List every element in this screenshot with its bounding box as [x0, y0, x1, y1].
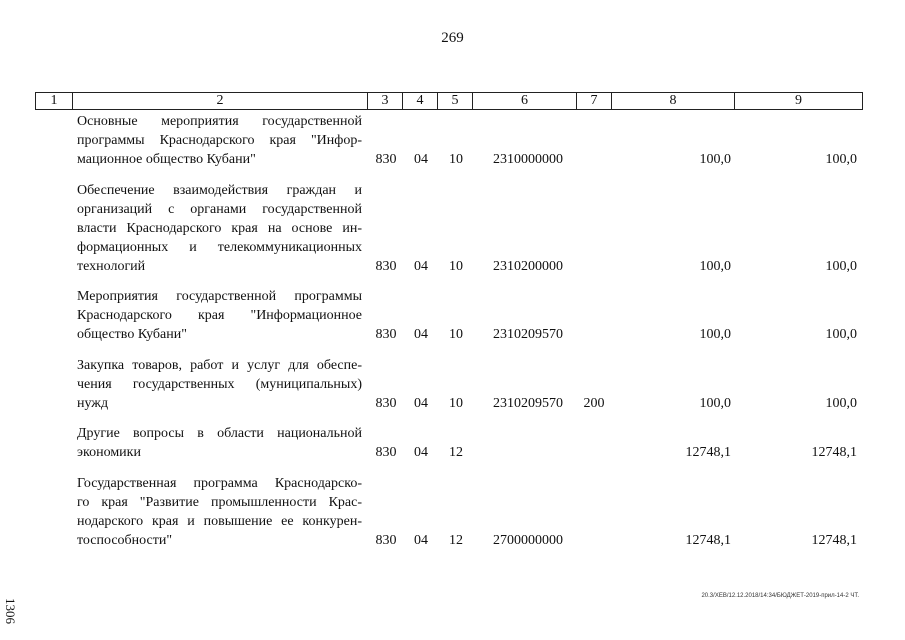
row-description: [77, 181, 362, 276]
table-row: [0, 181, 905, 276]
table-row: [0, 287, 905, 344]
cell-section-code: 04: [414, 259, 428, 274]
cell-ministry-code: 830: [375, 396, 397, 411]
cell-amount-2: 12748,1: [811, 445, 857, 460]
cell-amount-2: 12748,1: [811, 533, 857, 548]
column-header-8: 8: [612, 93, 735, 110]
side-stamp-number: 1306: [3, 598, 18, 624]
cell-ministry-code: 830: [375, 445, 397, 460]
cell-amount-1: 100,0: [699, 259, 731, 274]
cell-amount-1: 12748,1: [685, 533, 731, 548]
cell-section-code: 04: [414, 327, 428, 342]
cell-subsection-code: 10: [449, 327, 463, 342]
cell-section-code: 04: [414, 445, 428, 460]
column-header-2: 2: [73, 93, 368, 110]
table-row: [0, 424, 905, 462]
description-line: мационное общество Кубани": [77, 152, 256, 167]
description-line: власти Краснодарского края на основе ин-: [77, 221, 362, 236]
cell-ministry-code: 830: [375, 259, 397, 274]
description-line: Другие вопросы в области национальной: [77, 426, 362, 441]
cell-amount-2: 100,0: [825, 152, 857, 167]
page-number: 269: [441, 30, 464, 46]
cell-amount-2: 100,0: [825, 396, 857, 411]
column-header-3: 3: [368, 93, 403, 110]
cell-amount-1: 100,0: [699, 152, 731, 167]
cell-subsection-code: 10: [449, 259, 463, 274]
cell-section-code: 04: [414, 396, 428, 411]
cell-section-code: 04: [414, 533, 428, 548]
column-header-4: 4: [403, 93, 438, 110]
column-header-6: 6: [473, 93, 577, 110]
cell-target-article: 2310209570: [493, 396, 563, 411]
description-line: программы Краснодарского края "Инфор-: [77, 133, 362, 148]
cell-expense-type: 200: [583, 396, 605, 411]
description-line: нужд: [77, 396, 109, 411]
row-description: [77, 424, 362, 462]
column-header-table: [35, 92, 863, 110]
cell-ministry-code: 830: [375, 533, 397, 548]
column-header-7: 7: [577, 93, 612, 110]
table-row: [0, 356, 905, 413]
description-line: организаций с органами государственной: [77, 202, 362, 217]
description-line: нодарского края и повышение ее конкурен-: [77, 514, 362, 529]
cell-subsection-code: 12: [449, 445, 463, 460]
cell-amount-1: 100,0: [699, 396, 731, 411]
table-row: [0, 474, 905, 550]
column-header-1: 1: [36, 93, 73, 110]
description-line: тоспособности": [77, 533, 173, 548]
cell-subsection-code: 12: [449, 533, 463, 548]
description-line: Закупка товаров, работ и услуг для обеспе-: [77, 358, 362, 373]
column-header-row: [36, 93, 863, 110]
document-code-footer: 20.3/ХЕВ/12.12.2018/14:34/БЮДЖЕТ-2019-прил-14-2 ЧТ.: [701, 593, 859, 599]
description-line: го края "Развитие промышленности Крас-: [77, 495, 362, 510]
cell-amount-2: 100,0: [825, 327, 857, 342]
cell-target-article: 2700000000: [493, 533, 563, 548]
row-description: [77, 474, 362, 550]
table-row: [0, 112, 905, 169]
description-line: формационных и телекоммуникационных: [77, 240, 362, 255]
cell-subsection-code: 10: [449, 396, 463, 411]
description-line: общество Кубани": [77, 327, 187, 342]
cell-amount-2: 100,0: [825, 259, 857, 274]
cell-section-code: 04: [414, 152, 428, 167]
cell-target-article: 2310200000: [493, 259, 563, 274]
description-line: экономики: [77, 445, 141, 460]
cell-amount-1: 100,0: [699, 327, 731, 342]
description-line: Основные мероприятия государственной: [77, 114, 362, 129]
row-description: [77, 112, 362, 169]
cell-ministry-code: 830: [375, 152, 397, 167]
cell-amount-1: 12748,1: [685, 445, 731, 460]
cell-subsection-code: 10: [449, 152, 463, 167]
cell-target-article: 2310000000: [493, 152, 563, 167]
row-description: [77, 356, 362, 413]
column-header-9: 9: [735, 93, 863, 110]
cell-target-article: 2310209570: [493, 327, 563, 342]
description-line: Краснодарского края "Информационное: [77, 308, 362, 323]
column-header-5: 5: [438, 93, 473, 110]
row-description: [77, 287, 362, 344]
description-line: Мероприятия государственной программы: [77, 289, 362, 304]
description-line: Обеспечение взаимодействия граждан и: [77, 183, 362, 198]
cell-ministry-code: 830: [375, 327, 397, 342]
description-line: Государственная программа Краснодарско-: [77, 476, 362, 491]
description-line: чения государственных (муниципальных): [77, 377, 362, 392]
description-line: технологий: [77, 259, 146, 274]
